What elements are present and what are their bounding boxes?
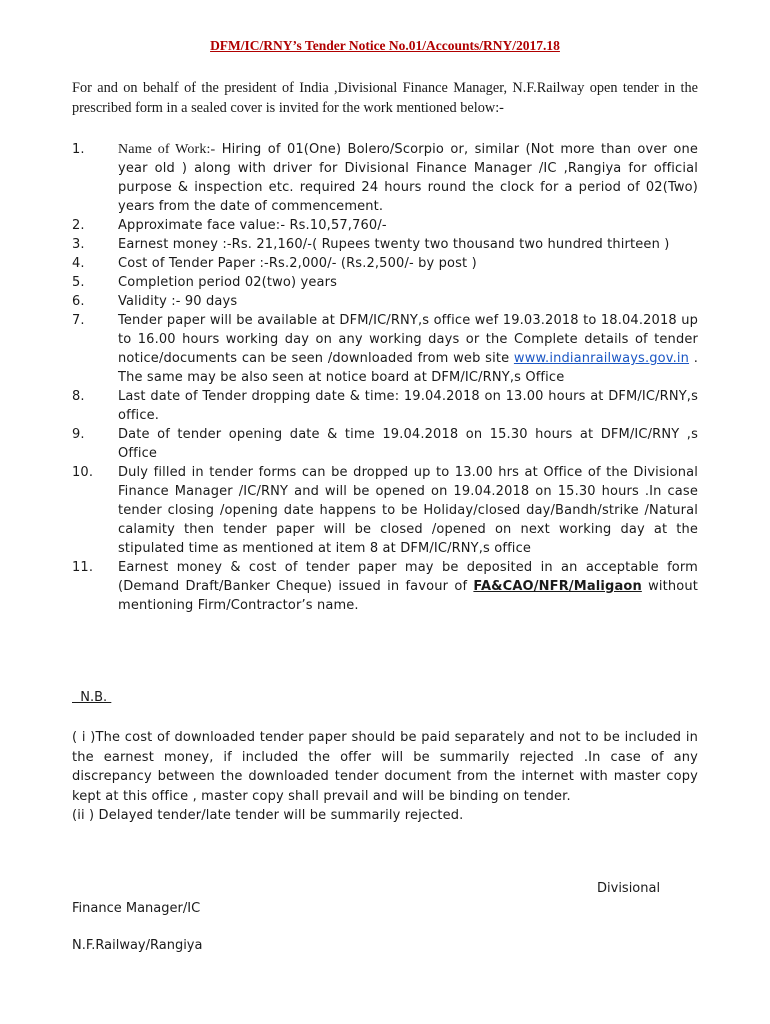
signature-line-3: N.F.Railway/Rangiya — [72, 938, 203, 953]
item-text: . The same may be also seen at notice board at DFM/IC/RNY,s Office — [118, 351, 698, 385]
item-text: Earnest money :-Rs. 21,160/-( Rupees twenty two thousand two hundred thirteen ) — [118, 237, 670, 252]
list-item — [72, 216, 698, 235]
item-number: 3. — [72, 237, 85, 252]
list-item — [72, 387, 698, 425]
item-text: Cost of Tender Paper :-Rs.2,000/- (Rs.2,500/- by post ) — [118, 256, 477, 271]
item-number: 11. — [72, 560, 94, 575]
item-number: 6. — [72, 294, 85, 309]
list-item — [72, 292, 698, 311]
notes-section — [72, 728, 698, 826]
item-text: Completion period 02(two) years — [118, 275, 338, 290]
signature-line-2: Finance Manager/IC — [72, 901, 201, 916]
payee-name: FA&CAO/NFR/Maligaon — [473, 579, 642, 594]
list-item — [72, 425, 698, 463]
note-paragraph: ( i )The cost of downloaded tender paper should be paid separately and not to be included in the earnest money, if included the offer will be summarily rejected .In case of any discrepancy between the downloaded tender document from the internet with master copy kept at this office , master copy shall prevail and will be binding on tender. — [72, 730, 698, 804]
list-item — [72, 140, 698, 216]
item-lead: Name of Work:- — [118, 142, 216, 157]
tender-items-list — [72, 140, 698, 615]
item-number: 5. — [72, 275, 85, 290]
item-number: 2. — [72, 218, 85, 233]
list-item — [72, 273, 698, 292]
nb-heading: N.B. — [72, 690, 112, 705]
item-text: Tender paper will be available at DFM/IC/RNY,s office wef 19.03.2018 to 18.04.2018 up to 16.00 hours working day on any working days or the Complete details of tender notice/documents can be seen /downloaded from web site — [118, 313, 698, 366]
intro-paragraph: For and on behalf of the president of India ,Divisional Finance Manager, N.F.Railway open tender in the prescribed form in a sealed cover is invited for the work mentioned below:- — [72, 80, 698, 116]
item-number: 9. — [72, 427, 85, 442]
item-number: 10. — [72, 465, 94, 480]
item-text: Last date of Tender dropping date & time: 19.04.2018 on 13.00 hours at DFM/IC/RNY,s office. — [118, 389, 698, 423]
item-text: Earnest money & cost of tender paper may be deposited in an acceptable form (Demand Draft/Banker Cheque) issued in favour of — [118, 560, 698, 594]
list-item — [72, 558, 698, 615]
item-number: 7. — [72, 313, 85, 328]
item-text: Date of tender opening date & time 19.04.2018 on 15.30 hours at DFM/IC/RNY ,s Office — [118, 427, 698, 461]
item-text: without mentioning Firm/Contractor’s name. — [118, 579, 698, 613]
note-paragraph: (ii ) Delayed tender/late tender will be summarily rejected. — [72, 808, 464, 823]
item-text: Approximate face value:- Rs.10,57,760/- — [118, 218, 387, 233]
list-item — [72, 463, 698, 558]
notice-title: DFM/IC/RNY’s Tender Notice No.01/Accounts/RNY/2017.18 — [210, 38, 560, 53]
signature-line-1: Divisional — [597, 881, 661, 896]
item-text: Validity :- 90 days — [118, 294, 238, 309]
item-text: Duly filled in tender forms can be dropped up to 13.00 hrs at Office of the Divisional Finance Manager /IC/RNY and will be opened on 19.04.2018 on 15.30 hours .In case tender closing /opening date happens to be Holiday/closed day/Bandh/strike /Natural calamity then tender paper will be closed /opened on next working day at the stipulated time as mentioned at item 8 at DFM/IC/RNY,s office — [118, 465, 698, 556]
item-number: 1. — [72, 142, 85, 157]
list-item — [72, 254, 698, 273]
website-link[interactable]: www.indianrailways.gov.in — [513, 351, 690, 366]
item-number: 8. — [72, 389, 85, 404]
item-text: Hiring of 01(One) Bolero/Scorpio or, similar (Not more than over one year old ) along with driver for Divisional Finance Manager /IC ,Rangiya for official purpose & inspection etc. required 24 hours round the clock for a period of 02(Two) years from the date of commencement. — [118, 142, 698, 214]
item-number: 4. — [72, 256, 85, 271]
list-item — [72, 235, 698, 254]
list-item — [72, 311, 698, 387]
